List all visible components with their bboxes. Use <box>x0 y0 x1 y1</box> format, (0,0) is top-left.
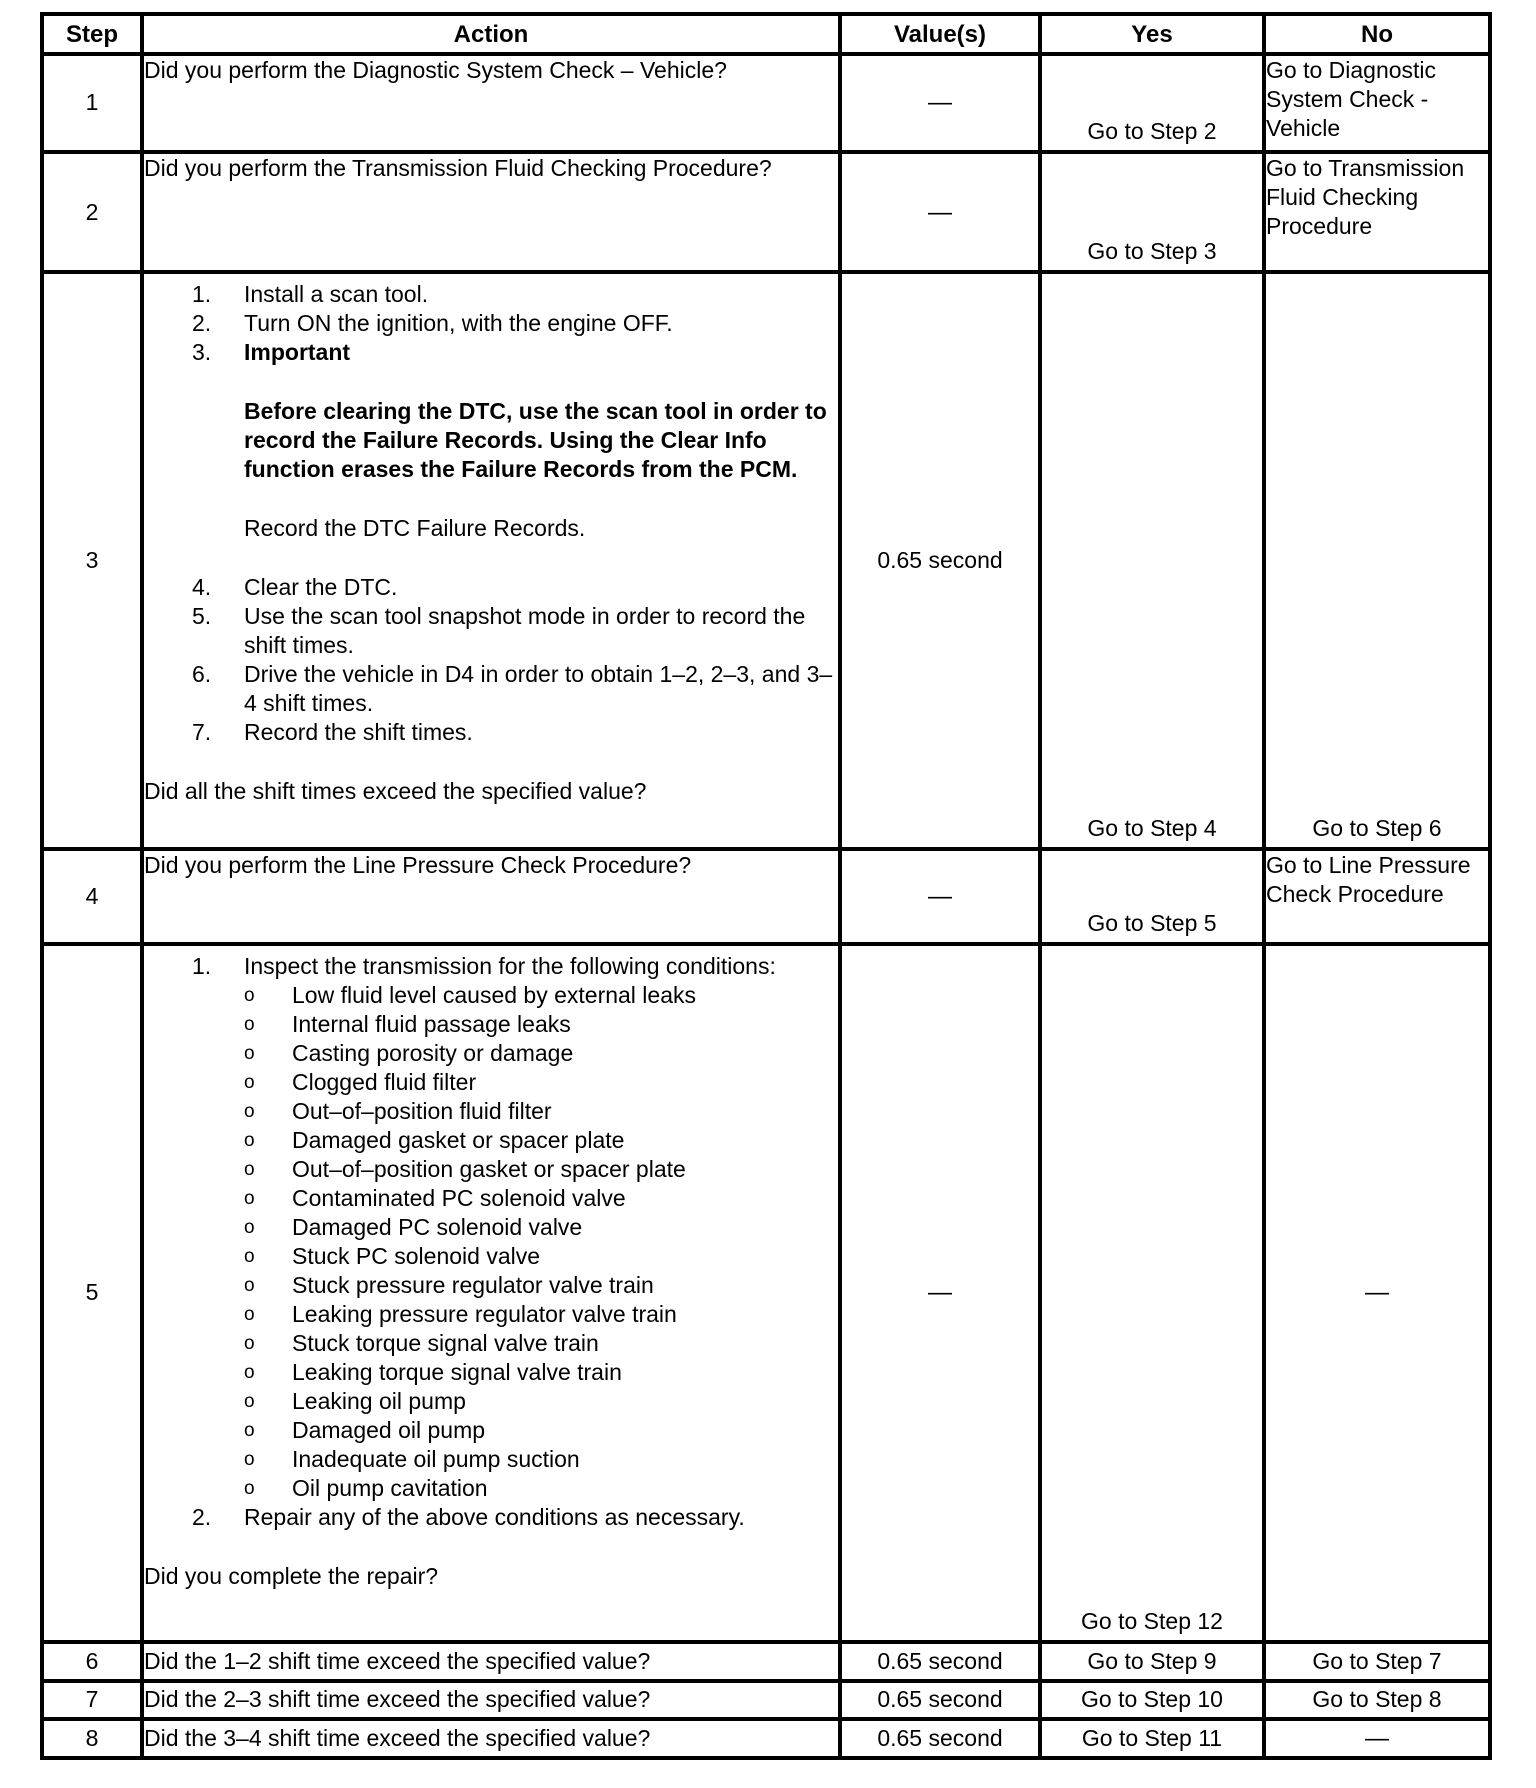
condition-item <box>244 1387 838 1416</box>
no-cell: Go to Step 8 <box>1264 1681 1490 1720</box>
item-text: Record the shift times. <box>244 719 473 746</box>
yes-link: Go to Step 4 <box>1087 814 1217 841</box>
yes-link: Go to Step 2 <box>1087 117 1217 144</box>
procedure-list-continued <box>144 573 838 747</box>
condition-text: Out–of–position gasket or spacer plate <box>292 1155 686 1182</box>
condition-item <box>244 1474 838 1503</box>
important-label: Important <box>244 339 351 366</box>
conditions-list <box>144 981 838 1503</box>
step-number: 2 <box>42 152 142 272</box>
action-question: Did all the shift times exceed the specified value? <box>144 778 647 805</box>
item-number: 7. <box>192 719 212 746</box>
condition-text: Stuck pressure regulator valve train <box>292 1271 654 1298</box>
procedure-list-continued <box>144 1503 838 1532</box>
yes-link: Go to Step 3 <box>1087 238 1217 265</box>
item-text: Clear the DTC. <box>244 574 398 601</box>
condition-item <box>244 1213 838 1242</box>
bullet-icon: o <box>244 1332 255 1354</box>
table-row-step-7 <box>42 1681 1490 1720</box>
bullet-icon: o <box>244 1071 255 1093</box>
action-question: Did the 1–2 shift time exceed the specified value? <box>142 1642 840 1681</box>
header-yes: Yes <box>1040 14 1264 54</box>
condition-item <box>244 1126 838 1155</box>
condition-text: Casting porosity or damage <box>292 1039 574 1066</box>
condition-item <box>244 1155 838 1184</box>
value-cell: 0.65 second <box>840 1681 1040 1720</box>
bullet-icon: o <box>244 1448 255 1470</box>
action-cell <box>142 944 840 1642</box>
condition-text: Low fluid level caused by external leaks <box>292 981 697 1008</box>
action-question: Did you perform the Transmission Fluid Checking Procedure? <box>142 152 840 272</box>
bullet-icon: o <box>244 1390 255 1412</box>
condition-text: Contaminated PC solenoid valve <box>292 1184 626 1211</box>
item-text: Use the scan tool snapshot mode in order to record the shift times. <box>244 603 806 659</box>
yes-cell <box>1040 152 1264 272</box>
procedure-list <box>144 952 838 981</box>
value-cell: 0.65 second <box>840 272 1040 849</box>
bullet-icon: o <box>244 1187 255 1209</box>
table-row-step-1 <box>42 54 1490 152</box>
list-item <box>192 660 838 718</box>
step-number: 7 <box>42 1681 142 1720</box>
condition-item <box>244 1097 838 1126</box>
value-cell: — <box>840 152 1040 272</box>
item-number: 2. <box>192 1503 212 1530</box>
list-item <box>192 602 838 660</box>
bullet-icon: o <box>244 1216 255 1238</box>
bullet-icon: o <box>244 1361 255 1383</box>
condition-text: Leaking pressure regulator valve train <box>292 1300 677 1327</box>
table-row-step-3 <box>42 272 1490 849</box>
condition-text: Oil pump cavitation <box>292 1474 488 1501</box>
table-row-step-8 <box>42 1719 1490 1758</box>
condition-text: Out–of–position fluid filter <box>292 1097 552 1124</box>
no-cell: Go to Step 7 <box>1264 1642 1490 1681</box>
yes-cell: Go to Step 9 <box>1040 1642 1264 1681</box>
bullet-icon: o <box>244 1419 255 1441</box>
no-cell: — <box>1264 1719 1490 1758</box>
value-cell: — <box>840 54 1040 152</box>
bullet-icon: o <box>244 1245 255 1267</box>
action-question: Did you complete the repair? <box>144 1562 439 1589</box>
condition-text: Inadequate oil pump suction <box>292 1445 580 1472</box>
bullet-icon: o <box>244 1100 255 1122</box>
condition-item <box>244 1068 838 1097</box>
record-instruction: Record the DTC Failure Records. <box>244 515 586 542</box>
item-text: Repair any of the above conditions as necessary. <box>244 1503 745 1530</box>
procedure-list <box>144 280 838 367</box>
diagnostic-table <box>40 12 1492 1760</box>
condition-text: Damaged gasket or spacer plate <box>292 1126 625 1153</box>
yes-link: Go to Step 5 <box>1087 909 1217 936</box>
table-row-step-2 <box>42 152 1490 272</box>
bullet-icon: o <box>244 1042 255 1064</box>
condition-text: Damaged oil pump <box>292 1416 486 1443</box>
step-number: 4 <box>42 849 142 944</box>
item-text: Install a scan tool. <box>244 281 429 308</box>
condition-item <box>244 1039 838 1068</box>
header-row <box>42 14 1490 54</box>
yes-cell <box>1040 272 1264 849</box>
item-text: Inspect the transmission for the following conditions: <box>244 952 776 979</box>
item-number: 1. <box>192 281 212 308</box>
condition-item <box>244 1184 838 1213</box>
list-item <box>192 952 838 981</box>
table-row-step-4 <box>42 849 1490 944</box>
bullet-icon: o <box>244 1274 255 1296</box>
item-number: 5. <box>192 603 212 630</box>
no-cell: — <box>1264 944 1490 1642</box>
header-action: Action <box>142 14 840 54</box>
condition-text: Clogged fluid filter <box>292 1068 477 1095</box>
bullet-icon: o <box>244 1477 255 1499</box>
step-number: 1 <box>42 54 142 152</box>
step-number: 5 <box>42 944 142 1642</box>
list-item <box>192 573 838 602</box>
no-cell: Go to Line Pressure Check Procedure <box>1264 849 1490 944</box>
step-number: 3 <box>42 272 142 849</box>
yes-cell <box>1040 849 1264 944</box>
step-number: 6 <box>42 1642 142 1681</box>
condition-item <box>244 1300 838 1329</box>
bullet-icon: o <box>244 1129 255 1151</box>
list-item <box>192 718 838 747</box>
value-cell: 0.65 second <box>840 1642 1040 1681</box>
no-cell: Go to Step 6 <box>1264 272 1490 849</box>
condition-item <box>244 1445 838 1474</box>
condition-item <box>244 1271 838 1300</box>
value-cell: — <box>840 849 1040 944</box>
condition-item <box>244 1242 838 1271</box>
action-question: Did the 2–3 shift time exceed the specified value? <box>142 1681 840 1720</box>
no-cell: Go to Diagnostic System Check - Vehicle <box>1264 54 1490 152</box>
yes-cell: Go to Step 10 <box>1040 1681 1264 1720</box>
condition-text: Internal fluid passage leaks <box>292 1010 571 1037</box>
condition-item <box>244 1358 838 1387</box>
list-item <box>192 338 838 367</box>
action-question: Did the 3–4 shift time exceed the specified value? <box>142 1719 840 1758</box>
yes-cell: Go to Step 11 <box>1040 1719 1264 1758</box>
yes-link: Go to Step 12 <box>1081 1607 1223 1634</box>
item-number: 4. <box>192 574 212 601</box>
condition-text: Damaged PC solenoid valve <box>292 1213 583 1240</box>
list-item <box>192 1503 838 1532</box>
header-values: Value(s) <box>840 14 1040 54</box>
bullet-icon: o <box>244 1158 255 1180</box>
action-question: Did you perform the Diagnostic System Check – Vehicle? <box>142 54 840 152</box>
bullet-icon: o <box>244 1303 255 1325</box>
condition-item <box>244 981 838 1010</box>
value-cell: — <box>840 944 1040 1642</box>
item-number: 6. <box>192 661 212 688</box>
header-step: Step <box>42 14 142 54</box>
item-text: Drive the vehicle in D4 in order to obtain 1–2, 2–3, and 3–4 shift times. <box>244 661 833 717</box>
action-cell <box>142 272 840 849</box>
condition-text: Stuck PC solenoid valve <box>292 1242 541 1269</box>
bullet-icon: o <box>244 984 255 1006</box>
condition-item <box>244 1416 838 1445</box>
header-no: No <box>1264 14 1490 54</box>
list-item <box>192 280 838 309</box>
list-item <box>192 309 838 338</box>
yes-cell <box>1040 944 1264 1642</box>
condition-text: Leaking oil pump <box>292 1387 466 1414</box>
yes-cell <box>1040 54 1264 152</box>
value-cell: 0.65 second <box>840 1719 1040 1758</box>
item-number: 1. <box>192 952 212 979</box>
table-row-step-6 <box>42 1642 1490 1681</box>
no-cell: Go to Transmission Fluid Checking Procedure <box>1264 152 1490 272</box>
item-text: Turn ON the ignition, with the engine OFF. <box>244 310 673 337</box>
item-number: 3. <box>192 339 212 366</box>
condition-item <box>244 1329 838 1358</box>
table-row-step-5 <box>42 944 1490 1642</box>
condition-item <box>244 1010 838 1039</box>
condition-text: Leaking torque signal valve train <box>292 1358 622 1385</box>
important-note: Before clearing the DTC, use the scan tool in order to record the Failure Records. Using the Clear Info function erases the Failure Records from the PCM. <box>244 398 827 483</box>
step-number: 8 <box>42 1719 142 1758</box>
action-question: Did you perform the Line Pressure Check Procedure? <box>142 849 840 944</box>
condition-text: Stuck torque signal valve train <box>292 1329 599 1356</box>
item-number: 2. <box>192 310 212 337</box>
bullet-icon: o <box>244 1013 255 1035</box>
